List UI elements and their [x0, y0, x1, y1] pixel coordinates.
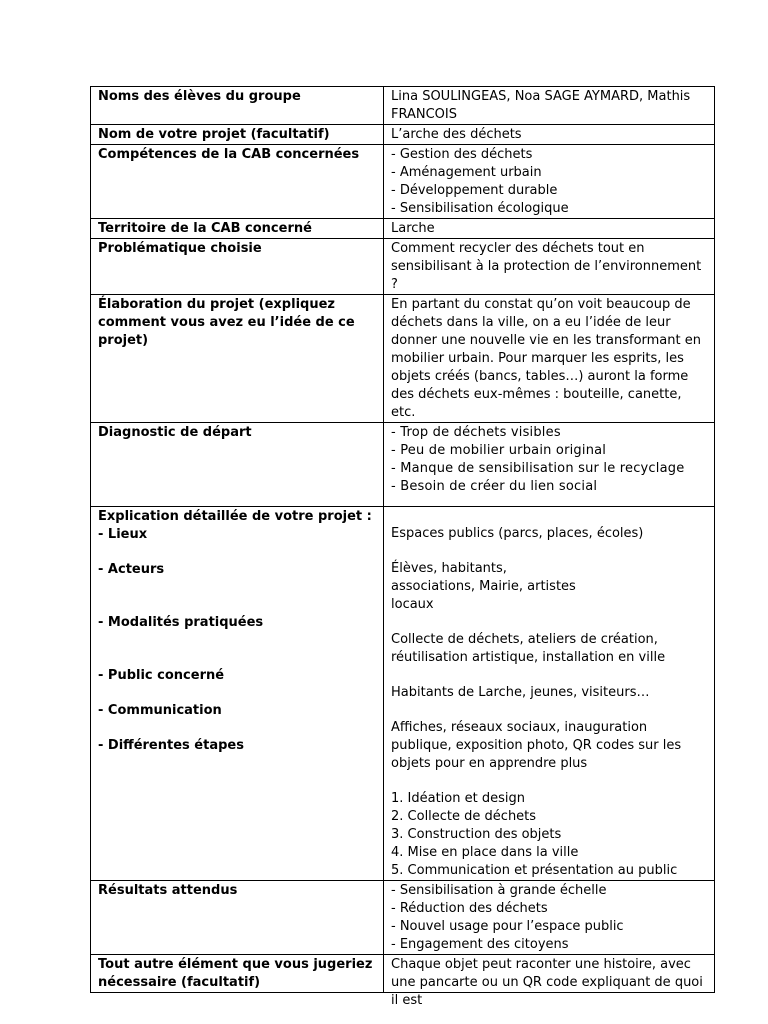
project-form-table	[90, 86, 715, 1008]
label-diagnostic: Diagnostic de départ	[91, 423, 384, 507]
row-autre	[91, 955, 715, 993]
label-autre: Tout autre élément que vous jugeriez nécessaire (facultatif)	[91, 955, 384, 993]
value-territoire: Larche	[384, 219, 715, 239]
public-label: - Public concerné	[98, 668, 225, 683]
label-competences: Compétences de la CAB concernées	[91, 145, 384, 219]
communication-label: - Communication	[98, 703, 222, 718]
row-territoire	[91, 219, 715, 239]
list-item: - Trop de déchets visibles	[391, 425, 561, 440]
row-resultats	[91, 881, 715, 955]
row-problematique	[91, 239, 715, 295]
value-explication	[384, 507, 715, 881]
value-elaboration: En partant du constat qu’on voit beaucoup de déchets dans la ville, on a eu l’idée de leur donner une nouvelle vie en les transformant en mobilier urbain. Pour marquer les esprits, les objets créés (bancs, tables…) auront la forme des déchets eux-mêmes : bouteille, canette, etc.	[384, 295, 715, 423]
acteurs-value: Élèves, habitants, associations, Mairie, artistes locaux	[391, 561, 576, 612]
label-territoire: Territoire de la CAB concerné	[91, 219, 384, 239]
row-noms	[91, 87, 715, 125]
row-projet	[91, 125, 715, 145]
acteurs-label: - Acteurs	[98, 562, 165, 577]
etapes-label: - Différentes étapes	[98, 738, 244, 753]
lieux-value: Espaces publics (parcs, places, écoles)	[391, 526, 644, 541]
modalites-value: Collecte de déchets, ateliers de création, réutilisation artistique, installation en ville	[391, 632, 666, 665]
explication-heading: Explication détaillée de votre projet :	[98, 509, 372, 524]
row-competences	[91, 145, 715, 219]
list-item: 2. Collecte de déchets	[391, 809, 537, 824]
list-item: 5. Communication et présentation au public	[391, 863, 678, 878]
value-noms: Lina SOULINGEAS, Noa SAGE AYMARD, Mathis FRANCOIS	[384, 87, 715, 125]
list-item: - Manque de sensibilisation sur le recyclage	[391, 461, 685, 476]
label-noms: Noms des élèves du groupe	[91, 87, 384, 125]
list-item: - Réduction des déchets	[391, 901, 548, 916]
value-problematique: Comment recycler des déchets tout en sensibilisant à la protection de l’environnement ?	[384, 239, 715, 295]
list-item: 3. Construction des objets	[391, 827, 562, 842]
row-elaboration	[91, 295, 715, 423]
list-item: - Sensibilisation écologique	[391, 201, 569, 216]
list-item: - Aménagement urbain	[391, 165, 542, 180]
list-item: - Gestion des déchets	[391, 147, 533, 162]
row-diagnostic	[91, 423, 715, 507]
value-competences	[384, 145, 715, 219]
value-resultats	[384, 881, 715, 955]
modalites-label: - Modalités pratiquées	[98, 615, 264, 630]
lieux-label: - Lieux	[98, 527, 148, 542]
row-explication	[91, 507, 715, 881]
list-item: - Nouvel usage pour l’espace public	[391, 919, 624, 934]
autre-text: Chaque objet peut raconter une histoire, avec une pancarte ou un QR code expliquant de quoi il est	[391, 957, 703, 1008]
list-item: 4. Mise en place dans la ville	[391, 845, 579, 860]
list-item: - Sensibilisation à grande échelle	[391, 883, 607, 898]
communication-value: Affiches, réseaux sociaux, inauguration publique, exposition photo, QR codes sur les objets pour en apprendre plus	[391, 720, 682, 771]
value-autre	[384, 955, 715, 1008]
label-projet: Nom de votre projet (facultatif)	[91, 125, 384, 145]
label-resultats: Résultats attendus	[91, 881, 384, 955]
list-item: - Peu de mobilier urbain original	[391, 443, 607, 458]
list-item: - Développement durable	[391, 183, 558, 198]
label-problematique: Problématique choisie	[91, 239, 384, 295]
value-projet: L’arche des déchets	[384, 125, 715, 145]
list-item: - Besoin de créer du lien social	[391, 479, 598, 494]
public-value: Habitants de Larche, jeunes, visiteurs…	[391, 685, 650, 700]
value-diagnostic	[384, 423, 715, 507]
label-explication	[91, 507, 384, 881]
label-elaboration: Élaboration du projet (expliquez comment vous avez eu l’idée de ce projet)	[91, 295, 384, 423]
list-item: - Engagement des citoyens	[391, 937, 569, 952]
list-item: 1. Idéation et design	[391, 791, 525, 806]
